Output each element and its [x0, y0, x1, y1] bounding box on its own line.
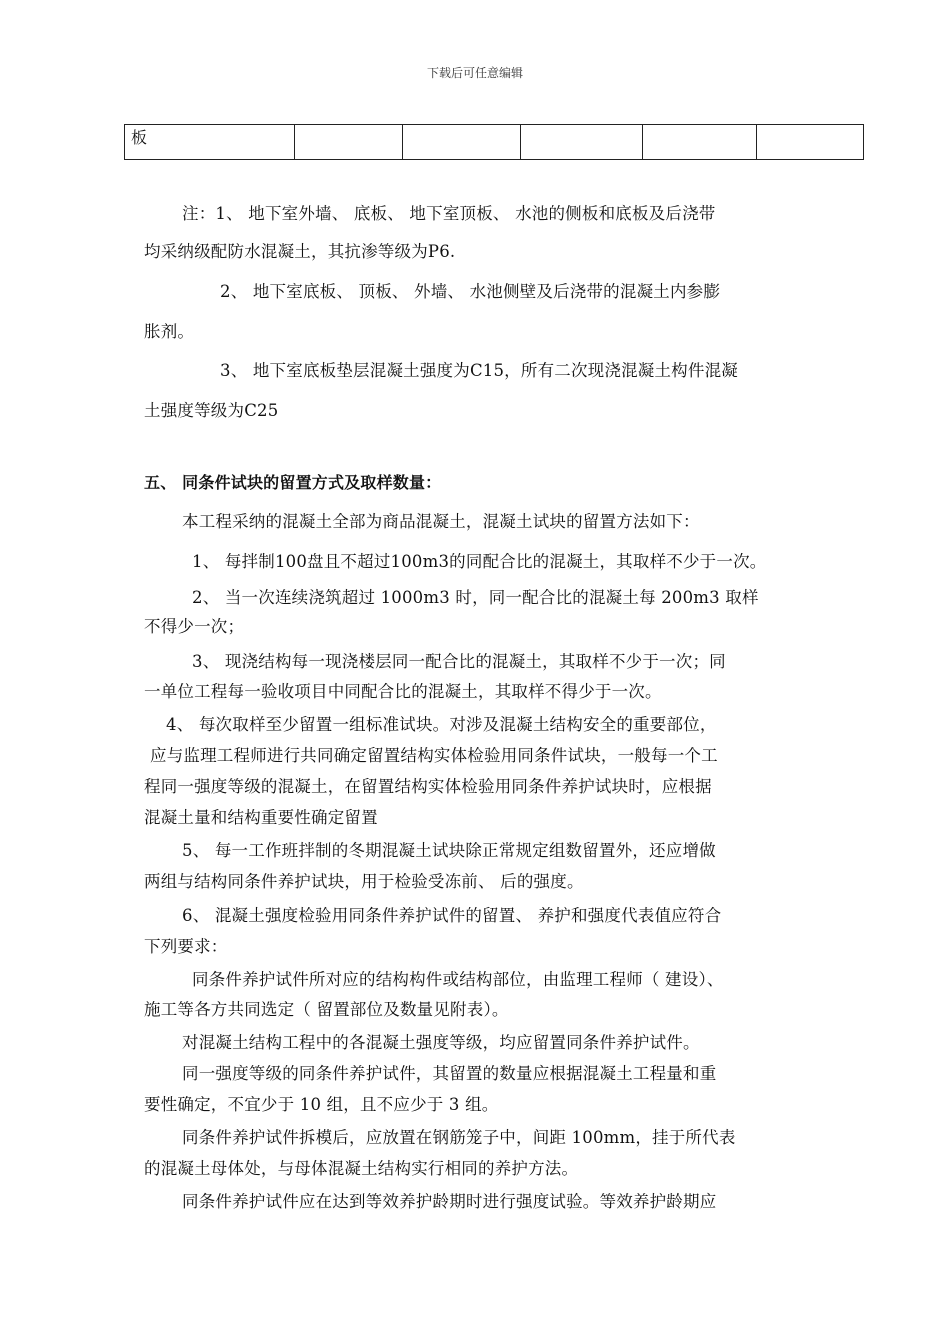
text-line: 胀剂。 [144, 322, 195, 341]
text-line: 对混凝土结构工程中的各混凝土强度等级，均应留置同条件养护试件。 [182, 1033, 700, 1052]
text-line: 本工程采纳的混凝土全部为商品混凝土，混凝土试块的留置方法如下： [182, 512, 700, 531]
table-cell [757, 125, 864, 160]
text-line: 混凝土量和结构重要性确定留置 [144, 808, 378, 827]
text-line: 同条件养护试件应在达到等效养护龄期时进行强度试验。等效养护龄期应 [182, 1192, 717, 1211]
text-line: 的混凝土母体处，与母体混凝土结构实行相同的养护方法。 [144, 1159, 579, 1178]
text-line: 两组与结构同条件养护试块，用于检验受冻前、 后的强度。 [144, 872, 584, 891]
text-line: 2、 地下室底板、 顶板、 外墙、 水池侧壁及后浇带的混凝土内参膨 [220, 282, 721, 301]
text-line: 下列要求： [144, 937, 228, 956]
section-heading: 五、 同条件试块的留置方式及取样数量： [144, 473, 442, 492]
text-line: 注：1、 地下室外墙、 底板、 地下室顶板、 水池的侧板和底板及后浇带 [182, 204, 716, 223]
text-line: 同一强度等级的同条件养护试件，其留置的数量应根据混凝土工程量和重 [182, 1064, 717, 1083]
text-line: 3、 现浇结构每一现浇楼层同一配合比的混凝土，其取样不少于一次；同 [192, 652, 726, 671]
text-line: 6、 混凝土强度检验用同条件养护试件的留置、 养护和强度代表值应符合 [182, 906, 722, 925]
table-cell [295, 125, 403, 160]
text-line: 程同一强度等级的混凝土，在留置结构实体检验用同条件养护试块时，应根据 [144, 777, 712, 796]
text-line: 5、 每一工作班拌制的冬期混凝土试块除正常规定组数留置外，还应增做 [182, 841, 716, 860]
text-line: 应与监理工程师进行共同确定留置结构实体检验用同条件试块，一般每一个工 [150, 746, 718, 765]
page-header: 下载后可任意编辑 [426, 66, 523, 80]
text-line: 同条件养护试件所对应的结构构件或结构部位，由监理工程师（ 建设）、 [192, 970, 724, 989]
text-line: 同条件养护试件拆模后，应放置在钢筋笼子中，间距 100mm，挂于所代表 [182, 1128, 736, 1147]
text-line: 一单位工程每一验收项目中同配合比的混凝土，其取样不得少于一次。 [144, 682, 662, 701]
text-line: 4、 每次取样至少留置一组标准试块。对涉及混凝土结构安全的重要部位， [166, 715, 717, 734]
table-cell [643, 125, 757, 160]
table-fragment [124, 124, 864, 160]
table-row [125, 125, 864, 160]
table-cell-label: 板 [125, 125, 295, 160]
text-line: 3、 地下室底板垫层混凝土强度为C15，所有二次现浇混凝土构件混凝 [220, 361, 738, 380]
table-cell [403, 125, 521, 160]
text-line: 均采纳级配防水混凝土，其抗渗等级为P6. [144, 242, 456, 261]
text-line: 要性确定，不宜少于 10 组，且不应少于 3 组。 [144, 1095, 499, 1114]
text-line: 土强度等级为C25 [144, 401, 279, 420]
text-line: 2、 当一次连续浇筑超过 1000m3 时，同一配合比的混凝土每 200m3 取样 [192, 588, 759, 607]
text-line: 不得少一次； [144, 617, 245, 636]
table-cell [521, 125, 643, 160]
text-line: 1、 每拌制100盘且不超过100m3的同配合比的混凝土，其取样不少于一次。 [192, 552, 767, 571]
text-line: 施工等各方共同选定（ 留置部位及数量见附表）。 [144, 1000, 509, 1019]
